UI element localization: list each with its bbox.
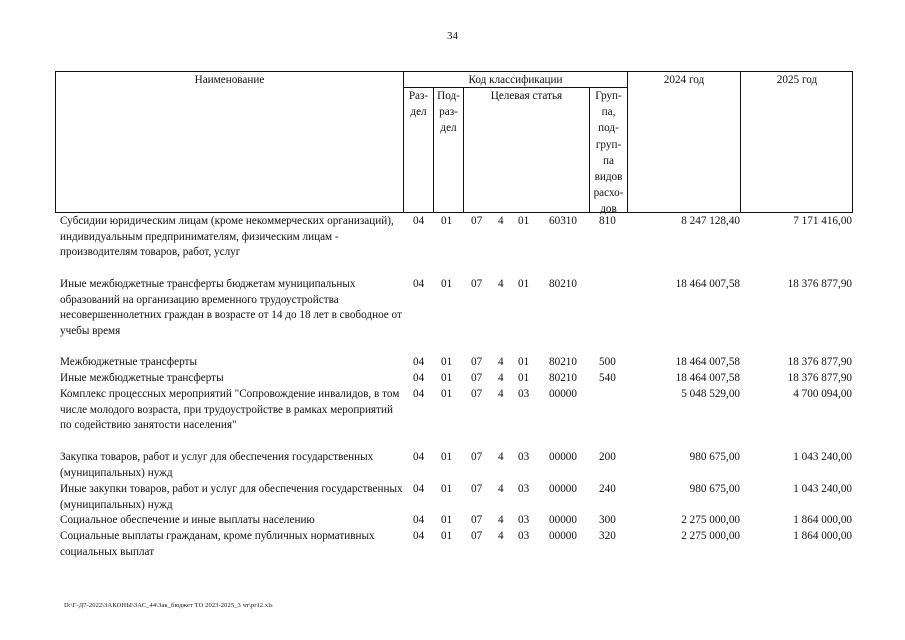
row-razdel: 04 <box>413 372 425 384</box>
row-target-4: 00000 <box>549 483 577 495</box>
row-target-1: 07 <box>471 530 483 542</box>
row-target-4: 00000 <box>549 530 577 542</box>
header-target: Целевая статья <box>490 90 563 102</box>
row-target-2: 4 <box>498 530 504 542</box>
row-podrazdel: 01 <box>441 388 453 400</box>
header-podrazdel: Под- раз- дел <box>437 90 460 135</box>
row-target-2: 4 <box>498 356 504 368</box>
row-target-1: 07 <box>471 388 483 400</box>
footer-file-path: D:\Г-Д7-2022\ЗАКОНЫ\ЗАС_44\Зак_бюджет ТО 2023-2025_3 чт\pr12.xls <box>64 602 273 609</box>
row-name: Иные межбюджетные трансферты <box>60 372 224 384</box>
row-name: Иные закупки товаров, работ и услуг для обеспечения государственных (муниципальных) нужд <box>60 483 403 511</box>
row-razdel: 04 <box>413 451 425 463</box>
row-podrazdel: 01 <box>441 530 453 542</box>
row-target-3: 03 <box>518 514 530 526</box>
row-podrazdel: 01 <box>441 356 453 368</box>
header-razdel: Раз- дел <box>408 90 429 119</box>
row-podrazdel: 01 <box>441 451 453 463</box>
header-name: Наименование <box>194 74 265 86</box>
row-group: 300 <box>599 514 616 526</box>
row-target-1: 07 <box>471 514 483 526</box>
row-amount-2024: 5 048 529,00 <box>681 388 740 400</box>
row-target-2: 4 <box>498 278 504 290</box>
row-target-3: 03 <box>518 530 530 542</box>
row-target-3: 03 <box>518 388 530 400</box>
row-group: 810 <box>599 215 616 227</box>
row-podrazdel: 01 <box>441 372 453 384</box>
row-target-3: 03 <box>518 451 530 463</box>
row-group: 540 <box>599 372 616 384</box>
row-razdel: 04 <box>413 388 425 400</box>
row-name: Иные межбюджетные трансферты бюджетам муниципальных образований на организацию временного трудоустройства несовершеннолетних граждан в возрасте от 14 до 18 лет в свободное от учебы время <box>60 278 402 337</box>
row-amount-2025: 1 864 000,00 <box>793 530 852 542</box>
header-code: Код классификации <box>468 74 563 86</box>
row-amount-2025: 1 043 240,00 <box>793 451 852 463</box>
header-divider <box>463 87 464 213</box>
row-group: 320 <box>599 530 616 542</box>
row-amount-2025: 7 171 416,00 <box>793 215 852 227</box>
row-amount-2025: 4 700 094,00 <box>793 388 852 400</box>
header-year-2025: 2025 год <box>776 74 818 86</box>
row-target-1: 07 <box>471 372 483 384</box>
row-name: Социальное обеспечение и иные выплаты населению <box>60 514 315 526</box>
row-target-2: 4 <box>498 215 504 227</box>
row-name: Субсидии юридическим лицам (кроме некоммерческих организаций), индивидуальным предпринимателям, физическим лицам - производителям товаров, работ, услуг <box>60 215 394 258</box>
row-amount-2024: 18 464 007,58 <box>675 356 740 368</box>
row-target-2: 4 <box>498 514 504 526</box>
row-razdel: 04 <box>413 483 425 495</box>
row-target-1: 07 <box>471 278 483 290</box>
header-year-2024: 2024 год <box>663 74 705 86</box>
row-target-4: 00000 <box>549 388 577 400</box>
row-podrazdel: 01 <box>441 483 453 495</box>
row-target-3: 01 <box>518 372 530 384</box>
header-group: Груп- па, под- груп- па видов расхо- дов <box>593 90 624 216</box>
row-amount-2024: 2 275 000,00 <box>681 514 740 526</box>
header-divider <box>627 71 628 213</box>
row-amount-2025: 1 043 240,00 <box>793 483 852 495</box>
row-target-2: 4 <box>498 451 504 463</box>
row-target-3: 01 <box>518 278 530 290</box>
row-razdel: 04 <box>413 356 425 368</box>
row-amount-2025: 18 376 877,90 <box>787 372 852 384</box>
row-amount-2024: 8 247 128,40 <box>681 215 740 227</box>
row-group: 200 <box>599 451 616 463</box>
row-amount-2025: 18 376 877,90 <box>787 278 852 290</box>
row-target-4: 00000 <box>549 514 577 526</box>
row-group: 240 <box>599 483 616 495</box>
row-target-3: 01 <box>518 215 530 227</box>
row-target-1: 07 <box>471 215 483 227</box>
row-amount-2024: 2 275 000,00 <box>681 530 740 542</box>
row-target-3: 03 <box>518 483 530 495</box>
row-target-3: 01 <box>518 356 530 368</box>
row-amount-2024: 18 464 007,58 <box>675 372 740 384</box>
row-name: Закупка товаров, работ и услуг для обеспечения государственных (муниципальных) нужд <box>60 451 374 479</box>
page-number: 34 <box>447 30 458 42</box>
row-target-4: 00000 <box>549 451 577 463</box>
row-podrazdel: 01 <box>441 278 453 290</box>
row-name: Комплекс процессных мероприятий "Сопровождение инвалидов, в том числе молодого возраста, при трудоустройстве в рамках мероприятий по содействию занятости населения" <box>60 388 400 431</box>
row-amount-2025: 18 376 877,90 <box>787 356 852 368</box>
row-amount-2024: 980 675,00 <box>689 483 740 495</box>
row-podrazdel: 01 <box>441 514 453 526</box>
row-razdel: 04 <box>413 215 425 227</box>
row-target-4: 60310 <box>549 215 577 227</box>
row-podrazdel: 01 <box>441 215 453 227</box>
row-target-1: 07 <box>471 483 483 495</box>
row-target-4: 80210 <box>549 372 577 384</box>
row-name: Межбюджетные трансферты <box>60 356 197 368</box>
row-target-1: 07 <box>471 356 483 368</box>
row-amount-2024: 980 675,00 <box>689 451 740 463</box>
row-target-4: 80210 <box>549 356 577 368</box>
row-name: Социальные выплаты гражданам, кроме публичных нормативных социальных выплат <box>60 530 375 558</box>
header-divider <box>740 71 741 213</box>
row-amount-2024: 18 464 007,58 <box>675 278 740 290</box>
row-amount-2025: 1 864 000,00 <box>793 514 852 526</box>
row-razdel: 04 <box>413 514 425 526</box>
row-target-2: 4 <box>498 483 504 495</box>
row-target-4: 80210 <box>549 278 577 290</box>
row-target-2: 4 <box>498 372 504 384</box>
row-razdel: 04 <box>413 278 425 290</box>
row-group: 500 <box>599 356 616 368</box>
row-razdel: 04 <box>413 530 425 542</box>
row-target-1: 07 <box>471 451 483 463</box>
row-target-2: 4 <box>498 388 504 400</box>
